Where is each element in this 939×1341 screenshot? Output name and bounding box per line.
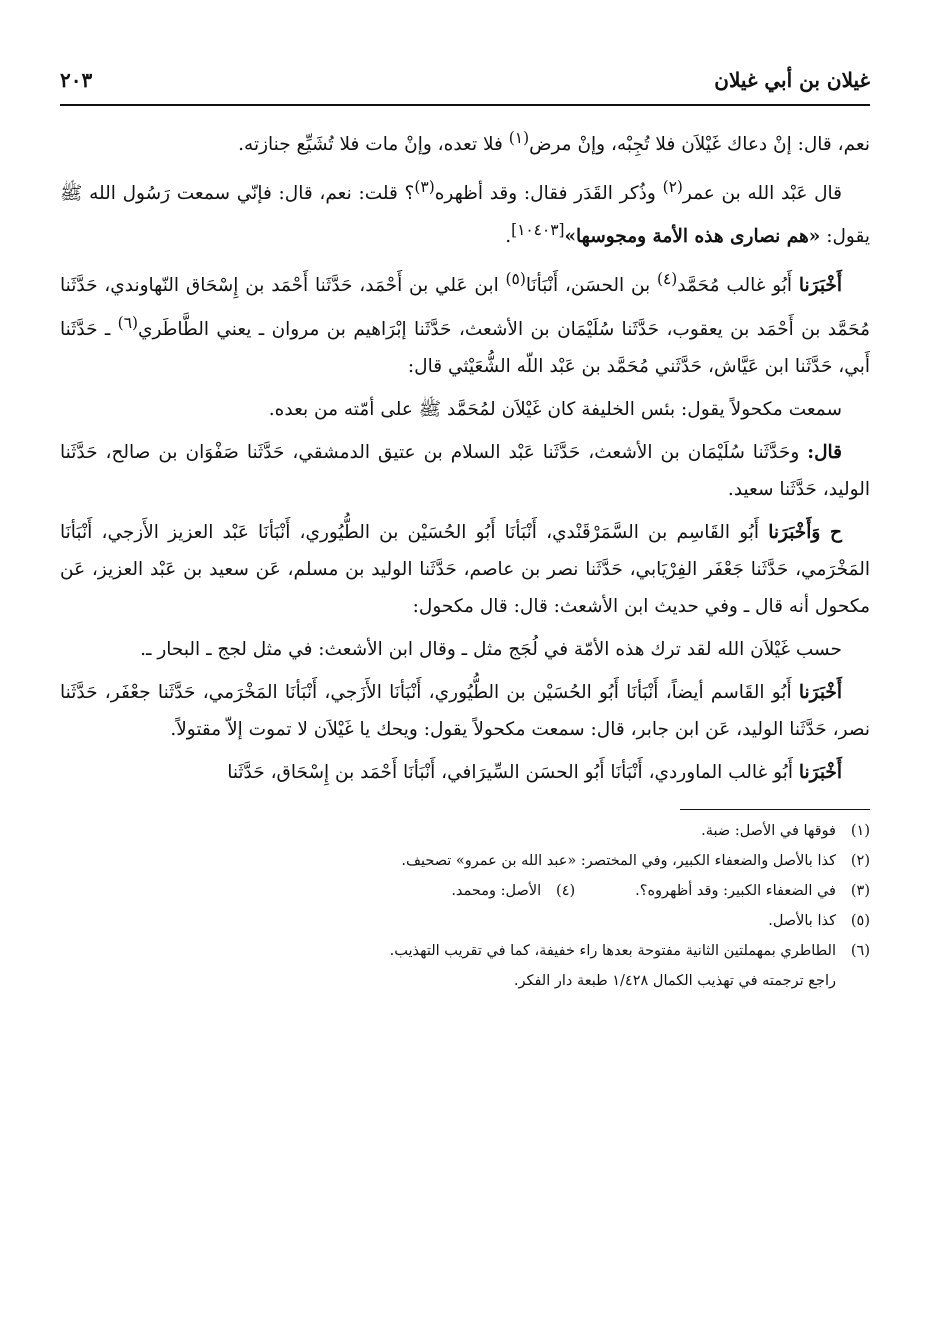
footnote-separator xyxy=(680,809,870,810)
text-run: سمعت مكحولاً يقول: بئس الخليفة كان غَيْلاَن لمُحَمَّد ﷺ على أمّته من بعده. xyxy=(268,398,842,420)
chain-lead-word: ح وَأَخْبَرَنا xyxy=(768,521,842,543)
paragraph xyxy=(60,434,870,508)
footnote-marker: (٣) xyxy=(414,178,435,197)
footnote-marker: [١٠٤٠٣] xyxy=(511,221,565,240)
footnote-3 xyxy=(635,876,870,906)
footnote-4 xyxy=(451,876,575,906)
main-text xyxy=(60,106,870,791)
text-run: حسب غَيْلاَن الله لقد ترك هذه الأمّة في لُجَج مثل ـ وقال ابن الأشعث: في مثل لجج ـ البحار ـ. xyxy=(140,638,842,660)
text-run: وحَدَّثَنا سُلَيْمَان بن الأشعث، حَدَّثَنا عَبْد السلام بن عتيق الدمشقي، حَدَّثَنا صَفْوَان بن صالح، حَدَّثَنا الوليد، حَدَّثَنا سعيد. xyxy=(60,441,870,500)
paragraph xyxy=(60,261,870,384)
paragraph xyxy=(60,391,870,428)
footnote-1 xyxy=(60,816,870,846)
paragraph xyxy=(60,754,870,791)
paragraph xyxy=(60,120,870,163)
text-run: أَبُو القَاسِم بن السَّمَرْقَنْدي، أَنْبَأنَا أَبُو الحُسَيْن بن الطُّيُوري، أَنْبَأنَا عَبْد العزيز الأَزجي، أَنْبَأنَا المَخْرَمي، حَدَّثَنا جَعْفَر الفِرْيَابي، حَدَّثَنا نصر بن عاصم، حَدَّثَنا الوليد بن مسلم، عَن سعيد بن عَبْد العزيز، عَن مكحول أنه قال ـ وفي حديث ابن الأشعث: قال: قال مكحول: xyxy=(60,521,870,617)
text-run: قال عَبْد الله بن عمر xyxy=(682,183,842,205)
text-run: فلا تعده، وإنْ مات فلا تُشَيِّع جنازته. xyxy=(238,134,509,156)
footnote-5 xyxy=(60,906,870,936)
footnote-text: كذا بالأصل والضعفاء الكبير، وفي المختصر: «عبد الله بن عمرو» تصحيف. xyxy=(401,852,836,869)
text-run: أَبُو غالب مُحَمَّد xyxy=(677,275,799,297)
footnote-number: (٢) xyxy=(850,852,870,869)
footnote-number: (٦) xyxy=(850,942,870,959)
chain-lead-word: أَخْبَرَنا xyxy=(798,761,842,783)
footnote-2 xyxy=(60,846,870,876)
page-number: ٢٠٣ xyxy=(60,68,93,92)
footnote-marker: (٥) xyxy=(505,270,526,289)
chain-lead-word: أَخْبَرَنا xyxy=(798,681,842,703)
footnote-text: الأصل: ومحمد. xyxy=(451,882,542,899)
running-title: غيلان بن أبي غيلان xyxy=(714,68,870,92)
footnote-marker: (٦) xyxy=(117,313,138,332)
paragraph xyxy=(60,631,870,668)
paragraph xyxy=(60,514,870,625)
book-page xyxy=(60,58,870,1318)
paragraph xyxy=(60,674,870,748)
footnote-text: فوقها في الأصل: ضبة. xyxy=(701,822,836,839)
text-run: ؟ قلت: نعم، قال: فإنّي سمعت رَسُول الله ﷺ يقول: xyxy=(60,183,870,248)
footnotes xyxy=(60,816,870,996)
text-run: وذُكر القَدَر فقال: وقد أظهره xyxy=(434,183,663,205)
footnote-6-continuation: راجع ترجمته في تهذيب الكمال ١/٤٢٨ طبعة دار الفكر. xyxy=(513,972,836,989)
footnote-number: (٣) xyxy=(850,882,870,899)
footnote-number: (٤) xyxy=(556,882,576,899)
footnote-row xyxy=(60,876,870,906)
chain-lead-word: قال: xyxy=(807,441,842,463)
hadith-quote: «هم نصارى هذه الأمة ومجوسها» xyxy=(564,226,821,248)
footnote-number: (٥) xyxy=(850,912,870,929)
footnote-text: كذا بالأصل. xyxy=(768,912,836,929)
footnote-marker: (٢) xyxy=(662,178,683,197)
text-run: بن الحسَن، أَنْبَأنَا xyxy=(525,275,657,297)
paragraph xyxy=(60,169,870,255)
footnote-number: (١) xyxy=(850,822,870,839)
running-header xyxy=(60,58,870,106)
footnote-6 xyxy=(60,936,870,966)
footnote-marker: (١) xyxy=(508,129,530,147)
text-run: أَبُو غالب الماوردي، أَنْبَأنَا أَبُو الحسَن السِّيرَافي، أَنْبَأنَا أَحْمَد بن إِسْحَاق، حَدَّثَنا xyxy=(227,761,799,783)
text-run: . xyxy=(505,226,512,248)
footnote-marker: (٤) xyxy=(656,270,678,289)
text-run: ابن عَلي بن أَحْمَد، حَدَّثَنا أَحْمَد بن إِسْحَاق النّهاوندي، حَدَّثَنا مُحَمَّد بن أَحْمَد بن يعقوب، حَدَّثَنا سُلَيْمَان بن الأشعث، حَدَّثَنا إبْرَاهيم بن مروان ـ يعني الطَّاطَري xyxy=(60,275,870,340)
text-run: ـ حَدَّثَنا أَبي، حَدَّثَنا ابن عَيَّاش، حَدَّثَني مُحَمَّد بن عَبْد اللّه الشُّعَيْثي قال: xyxy=(60,318,870,377)
text-run: نعم، قال: إنْ دعاك غَيْلاَن فلا تُجِبْه، وإنْ مرض xyxy=(529,134,870,156)
footnote-text: في الضعفاء الكبير: وقد أظهروه؟. xyxy=(635,882,836,899)
footnote-text: الطاطري بمهملتين الثانية مفتوحة بعدها راء خفيفة، كما في تقريب التهذيب. xyxy=(389,942,836,959)
text-run: أَبُو القَاسم أيضاً، أَنْبَأنَا أَبُو الحُسَيْن بن الطُّيُوري، أَنْبَأنَا الأَزَجي، أَنْبَأنَا المَخْرَمي، حَدَّثَنا جعْفَر، حَدَّثَنا نصر، حَدَّثَنا الوليد، عَن ابن جابر، قال: سمعت مكحولاً يقول: ويحك يا غَيْلاَن لا تموت إلاّ مقتولاً. xyxy=(60,681,870,740)
chain-lead-word: أَخْبَرَنا xyxy=(798,275,842,297)
